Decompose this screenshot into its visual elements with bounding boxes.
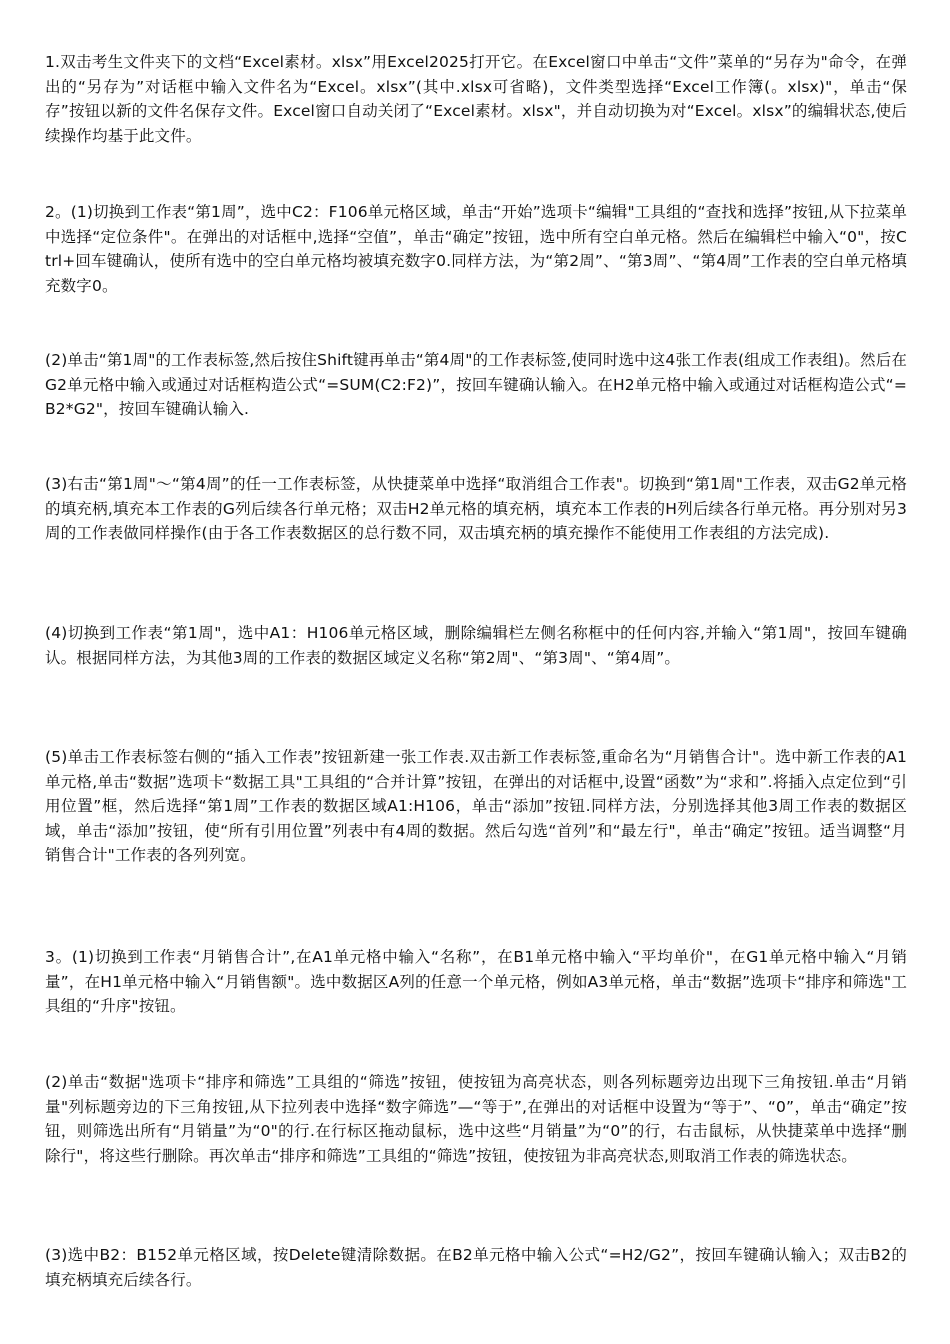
paragraph-step-2-4: (4)切换到工作表“第1周"，选中A1：H106单元格区域，删除编辑栏左侧名称框中的任何内容,并输入“第1周"，按回车键确认。根据同样方法，为其他3周的工作表的数据区域定义名称“第2周"、“第3周"、“第4周”。 [45, 624, 907, 667]
paragraph-step-2-2: (2)单击“第1周"的工作表标签,然后按住Shift键再单击“第4周"的工作表标签,使同时选中这4张工作表(组成工作表组)。然后在G2单元格中输入或通过对话框构造公式“=SUM(C2:F2)”，按回车键确认输入。在H2单元格中输入或通过对话框构造公式“=B2*G2"，按回车键确认输入. [45, 351, 907, 418]
paragraph-step-2-5: (5)单击工作表标签右侧的“插入工作表”按钮新建一张工作表.双击新工作表标签,重命名为“月销售合计"。选中新工作表的A1单元格,单击“数据”选项卡“数据工具"工具组的“合并计算”按钮，在弹出的对话框中,设置“函数”为“求和”.将插入点定位到“引用位置”框，然后选择“第1周”工作表的数据区域A1:H106，单击“添加”按钮.同样方法，分别选择其他3周工作表的数据区域，单击“添加”按钮，使“所有引用位置”列表中有4周的数据。然后勾选“首列”和“最左行"，单击“确定”按钮。适当调整“月销售合计"工作表的各列列宽。 [45, 748, 907, 864]
paragraph-step-3-2: (2)单击“数据"选项卡“排序和筛选”工具组的“筛选”按钮，使按钮为高亮状态，则各列标题旁边出现下三角按钮.单击“月销量"列标题旁边的下三角按钮,从下拉列表中选择“数字筛选”—“等于”,在弹出的对话框中设置为“等于”、“0”，单击“确定”按钮，则筛选出所有“月销量”为“0"的行.在行标区拖动鼠标，选中这些“月销量”为“0”的行，右击鼠标，从快捷菜单中选择“删除行"，将这些行删除。再次单击“排序和筛选”工具组的“筛选”按钮，使按钮为非高亮状态,则取消工作表的筛选状态。 [45, 1073, 907, 1165]
paragraph-step-3-3: (3)选中B2：B152单元格区域，按Delete键清除数据。在B2单元格中输入公式“=H2/G2”，按回车键确认输入；双击B2的填充柄填充后续各行。 [45, 1246, 907, 1289]
paragraph-step-1: 1.双击考生文件夹下的文档“Excel素材。xlsx”用Excel2025打开它。在Excel窗口中单击“文件”菜单的“另存为"命令，在弹出的“另存为”对话框中输入文件名为“Excel。xlsx”(其中.xlsx可省略)，文件类型选择“Excel工作簿(。xlsx)"，单击“保存”按钮以新的文件名保存文件。Excel窗口自动关闭了“Excel素材。xlsx"，并自动切换为对“Excel。xlsx”的编辑状态,使后续操作均基于此文件。 [45, 53, 907, 145]
paragraph-step-3-1: 3。(1)切换到工作表“月销售合计”,在A1单元格中输入“名称”，在B1单元格中输入“平均单价"，在G1单元格中输入“月销量”，在H1单元格中输入“月销售额"。选中数据区A列的任意一个单元格，例如A3单元格，单击“数据”选项卡“排序和筛选"工具组的“升序"按钮。 [45, 948, 907, 1015]
paragraph-step-2-1: 2。(1)切换到工作表“第1周”，选中C2：F106单元格区域，单击“开始”选项卡“编辑"工具组的“查找和选择”按钮,从下拉菜单中选择“定位条件"。在弹出的对话框中,选择“空值”，单击“确定”按钮，选中所有空白单元格。然后在编辑栏中输入“0"，按Ctrl+回车键确认，使所有选中的空白单元格均被填充数字0.同样方法，为“第2周”、“第3周”、“第4周”工作表的空白单元格填充数字0。 [45, 203, 907, 295]
paragraph-step-2-3: (3)右击“第1周"～“第4周”的任一工作表标签，从快捷菜单中选择“取消组合工作表"。切换到“第1周"工作表，双击G2单元格的填充柄,填充本工作表的G列后续各行单元格；双击H2单元格的填充柄，填充本工作表的H列后续各行单元格。再分别对另3周的工作表做同样操作(由于各工作表数据区的总行数不同，双击填充柄的填充操作不能使用工作表组的方法完成). [45, 475, 907, 542]
